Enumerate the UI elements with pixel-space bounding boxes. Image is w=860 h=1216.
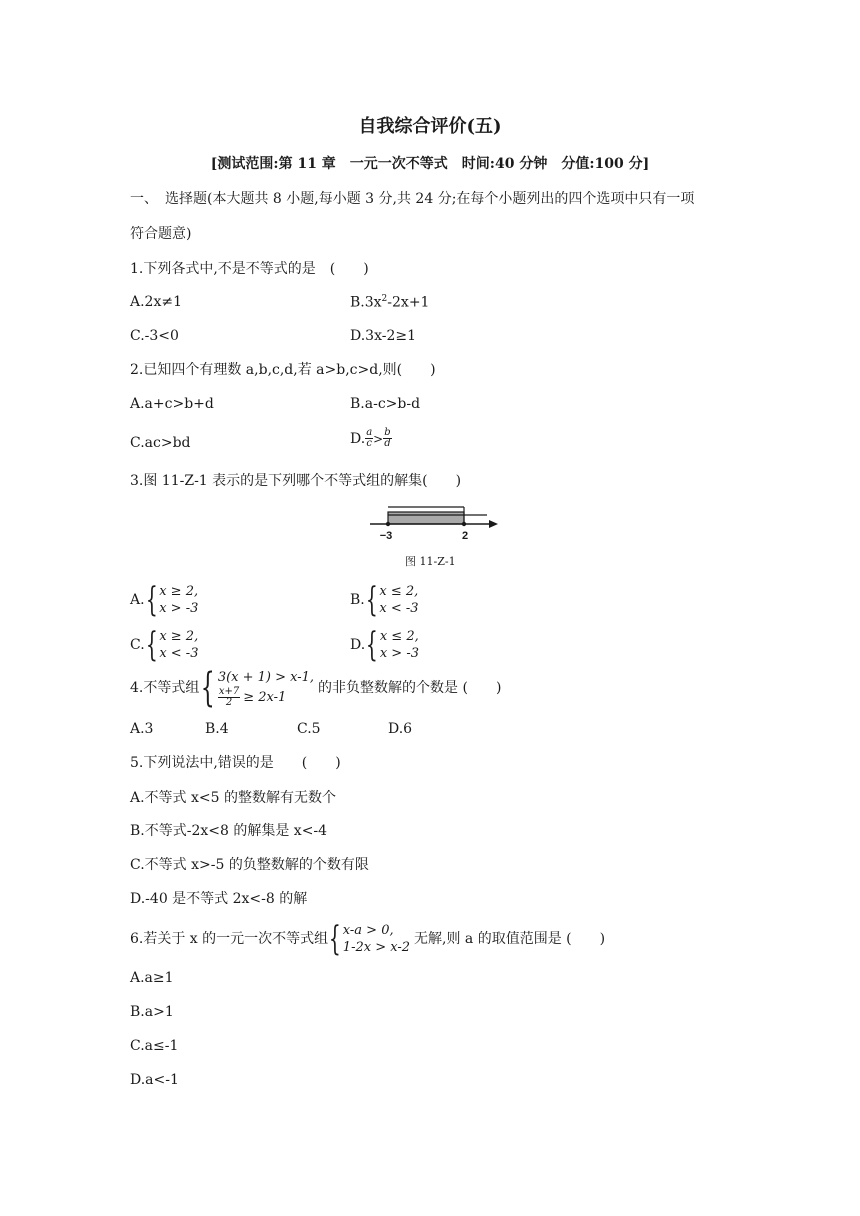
q5-option-a: A.不等式 x<5 的整数解有无数个 [130,790,336,806]
q6-option-a: A.a≥1 [130,970,174,986]
page-title: 自我综合评价(五) [358,116,502,137]
q3-b-line-2: x < -3 [379,601,419,616]
q4-post: 的非负整数解的个数是 ( ) [318,680,502,696]
q1-b-pre: B.3x [350,294,382,311]
q2-option-a: A.a+c>b+d [130,396,214,412]
q2-option-d [350,428,392,449]
brace-symbol: { [145,580,158,620]
brace-symbol: { [366,625,378,665]
q1-option-d: D.3x-2≥1 [350,328,417,344]
q3-d-line-2: x > -3 [379,646,419,661]
q6-option-b: B.a>1 [130,1004,174,1020]
question-3-stem: 3.图 11-Z-1 表示的是下列哪个不等式组的解集( ) [130,473,462,489]
brace-symbol: { [365,580,378,620]
section-heading-cont: 符合题意) [130,226,192,242]
question-1-stem: 1.下列各式中,不是不等式的是 ( ) [130,261,369,277]
q3-b-system [379,583,418,617]
q2-d-den1: c [366,438,372,449]
axis-arrow [489,520,498,528]
q4-option-a: A.3 [130,721,154,737]
q3-c-line-1: x ≥ 2, [159,629,199,644]
q2-d-num2: b [384,427,391,438]
q2-option-b: B.a-c>b-d [350,396,421,412]
q6-line-2: 1-2x > x-2 [342,940,410,955]
question-2-stem: 2.已知四个有理数 a,b,c,d,若 a>b,c>d,则( ) [130,362,436,378]
q6-post: 无解,则 a 的取值范围是 ( ) [414,931,606,947]
q6-line-1: x-a > 0, [342,923,394,938]
question-6 [130,919,606,959]
question-5-stem: 5.下列说法中,错误的是 ( ) [130,755,341,771]
tick-label-minus-3: −3 [379,530,393,542]
q6-option-d: D.a<-1 [130,1072,179,1088]
q3-d-label: D. [350,637,366,653]
q2-d-frac-1 [365,428,373,449]
q1-option-c: C.-3<0 [130,328,179,344]
q3-c-line-2: x < -3 [159,646,199,661]
point-2 [462,522,466,526]
q2-d-op: > [373,431,384,446]
page-subtitle: [测试范围:第 11 章 一元一次不等式 时间:40 分钟 分值:100 分] [210,156,650,172]
q2-d-den2: d [384,438,391,449]
q5-option-c: C.不等式 x>-5 的负整数解的个数有限 [130,857,369,873]
q2-option-c: C.ac>bd [130,435,191,451]
q4-line-1: 3(x + 1) > x-1, [217,670,315,685]
q3-a-line-1: x ≥ 2, [159,584,199,599]
q6-system [343,922,410,956]
solution-shading [388,512,464,524]
q4-line-2 [218,687,314,708]
q3-a-label: A. [130,592,145,608]
q2-d-label: D. [350,430,366,447]
q6-option-c: C.a≤-1 [130,1038,179,1054]
q4-line-2-rest: ≥ 2x-1 [243,690,287,705]
question-4 [130,665,502,711]
q6-pre: 6.若关于 x 的一元一次不等式组 [130,931,329,947]
q1-option-a: A.2x≠1 [130,294,183,310]
q4-pre: 4.不等式组 [130,680,200,696]
figure-caption: 图 11-Z-1 [405,555,456,568]
q3-b-line-1: x ≤ 2, [379,584,419,599]
q4-option-c: C.5 [297,721,321,737]
q5-option-b: B.不等式-2x<8 的解集是 x<-4 [130,823,328,839]
brace-symbol: { [329,919,341,959]
q2-d-frac-2 [383,428,391,449]
q5-option-d: D.-40 是不等式 2x<-8 的解 [130,891,308,907]
point-minus-3 [386,522,390,526]
q3-c-label: C. [130,637,145,653]
section-heading: 一、 选择题(本大题共 8 小题,每小题 3 分,共 24 分;在每个小题列出的四个选项中只有一项 [130,191,695,207]
q4-fraction [218,687,240,708]
q2-d-num1: a [366,427,373,438]
q4-system [218,668,314,708]
q1-b-post: -2x+1 [387,294,430,311]
tick-label-2: 2 [461,530,469,542]
q1-option-b [350,295,429,310]
number-line-figure [365,503,505,543]
q4-frac-num: x+7 [218,686,240,697]
q4-option-b: B.4 [205,721,229,737]
q3-option-c [130,625,199,665]
q3-a-line-2: x > -3 [159,601,199,616]
q3-option-a [130,580,199,620]
q4-option-d: D.6 [388,721,413,737]
q4-frac-den: 2 [225,697,233,708]
q3-option-d [350,625,419,665]
brace-symbol: { [201,665,216,711]
q3-option-b [350,580,419,620]
q3-d-line-1: x ≤ 2, [379,629,419,644]
brace-symbol: { [145,625,158,665]
q3-b-label: B. [350,592,365,608]
q3-c-system [159,628,198,662]
q1-b-sup: 2 [381,294,388,304]
q3-d-system [380,628,419,662]
q3-a-system [159,583,198,617]
